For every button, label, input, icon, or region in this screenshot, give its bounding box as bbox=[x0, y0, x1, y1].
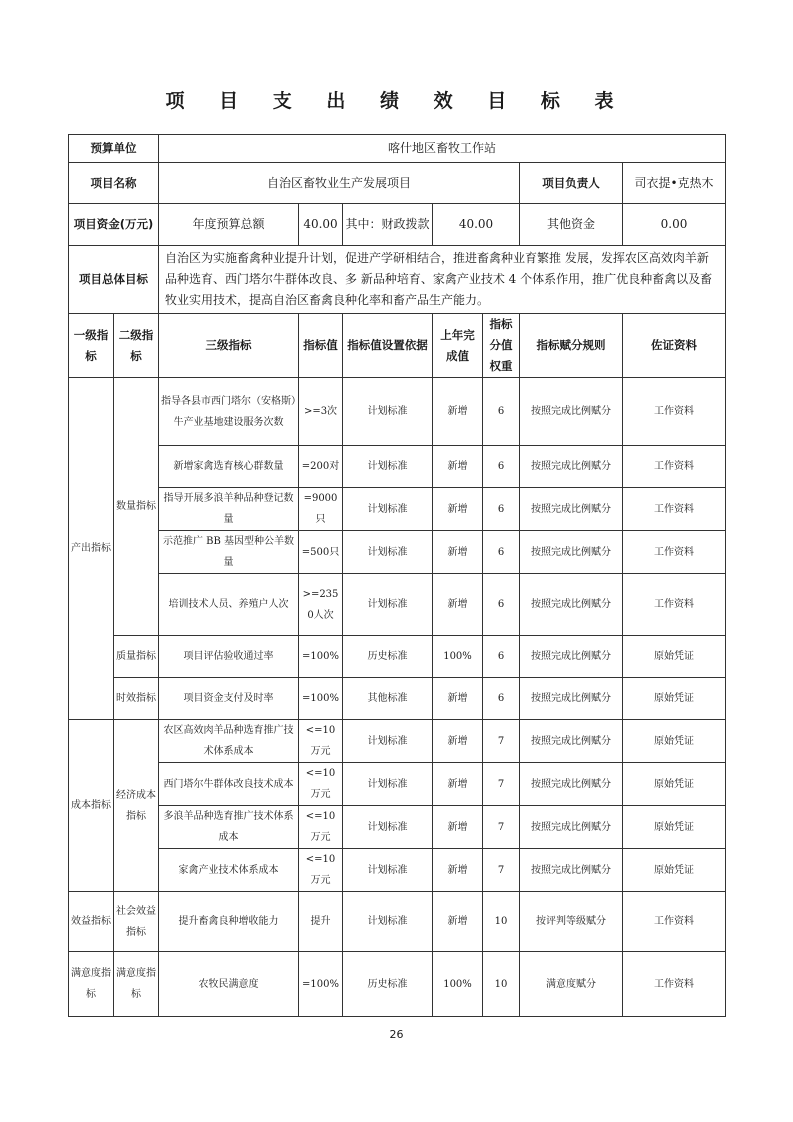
last-year-value: 新增 bbox=[433, 378, 483, 446]
scoring-rule: 按照完成比例赋分 bbox=[520, 446, 623, 488]
col-header-last-year: 上年完成值 bbox=[433, 314, 483, 378]
level2-indicator: 社会效益指标 bbox=[114, 892, 159, 952]
indicator-weight: 6 bbox=[483, 446, 520, 488]
evidence-material: 工作资料 bbox=[623, 531, 726, 574]
indicator-basis: 计划标准 bbox=[343, 892, 433, 952]
indicator-weight: 6 bbox=[483, 678, 520, 720]
indicator-weight: 10 bbox=[483, 952, 520, 1017]
level3-indicator: 培训技术人员、养殖户人次 bbox=[159, 574, 299, 636]
indicator-basis: 计划标准 bbox=[343, 720, 433, 763]
indicator-basis: 历史标准 bbox=[343, 636, 433, 678]
scoring-rule: 按照完成比例赋分 bbox=[520, 849, 623, 892]
indicator-value: >=2350人次 bbox=[299, 574, 343, 636]
indicator-value: =500只 bbox=[299, 531, 343, 574]
indicator-basis: 计划标准 bbox=[343, 378, 433, 446]
col-header-level2: 二级指标 bbox=[114, 314, 159, 378]
table-row bbox=[69, 531, 726, 574]
evidence-material: 原始凭证 bbox=[623, 806, 726, 849]
level1-indicator: 效益指标 bbox=[69, 892, 114, 952]
table-row bbox=[69, 488, 726, 531]
indicator-value: =100% bbox=[299, 636, 343, 678]
indicator-weight: 6 bbox=[483, 531, 520, 574]
evidence-material: 原始凭证 bbox=[623, 720, 726, 763]
indicator-weight: 7 bbox=[483, 849, 520, 892]
indicator-weight: 6 bbox=[483, 488, 520, 531]
annual-budget-value: 40.00 bbox=[299, 204, 343, 246]
evidence-material: 工作资料 bbox=[623, 892, 726, 952]
level3-indicator: 西门塔尔牛群体改良技术成本 bbox=[159, 763, 299, 806]
scoring-rule: 按照完成比例赋分 bbox=[520, 636, 623, 678]
budget-unit-value: 喀什地区畜牧工作站 bbox=[159, 135, 726, 163]
indicator-value: >=3次 bbox=[299, 378, 343, 446]
last-year-value: 新增 bbox=[433, 446, 483, 488]
indicator-weight: 7 bbox=[483, 763, 520, 806]
indicator-basis: 计划标准 bbox=[343, 574, 433, 636]
last-year-value: 100% bbox=[433, 952, 483, 1017]
indicator-weight: 7 bbox=[483, 806, 520, 849]
evidence-material: 工作资料 bbox=[623, 378, 726, 446]
level2-indicator: 时效指标 bbox=[114, 678, 159, 720]
other-value: 0.00 bbox=[623, 204, 726, 246]
level3-indicator: 项目评估验收通过率 bbox=[159, 636, 299, 678]
project-name-value: 自治区畜牧业生产发展项目 bbox=[159, 163, 520, 204]
scoring-rule: 按照完成比例赋分 bbox=[520, 720, 623, 763]
last-year-value: 新增 bbox=[433, 763, 483, 806]
col-header-weight: 指标分值权重 bbox=[483, 314, 520, 378]
page-number: 26 bbox=[389, 1028, 404, 1041]
annual-budget-label: 年度预算总额 bbox=[159, 204, 299, 246]
indicator-weight: 6 bbox=[483, 378, 520, 446]
level3-indicator: 家禽产业技术体系成本 bbox=[159, 849, 299, 892]
col-header-level3: 三级指标 bbox=[159, 314, 299, 378]
indicator-basis: 其他标准 bbox=[343, 678, 433, 720]
evidence-material: 工作资料 bbox=[623, 952, 726, 1017]
table-row bbox=[69, 378, 726, 446]
indicator-value: <=10万元 bbox=[299, 849, 343, 892]
table-row bbox=[69, 892, 726, 952]
evidence-material: 工作资料 bbox=[623, 574, 726, 636]
level3-indicator: 项目资金支付及时率 bbox=[159, 678, 299, 720]
scoring-rule: 按照完成比例赋分 bbox=[520, 488, 623, 531]
level3-indicator: 指导开展多浪羊种品种登记数量 bbox=[159, 488, 299, 531]
level1-indicator: 产出指标 bbox=[69, 378, 114, 720]
level3-indicator: 示范推广 BB 基因型种公羊数量 bbox=[159, 531, 299, 574]
fund-label: 项目资金(万元) bbox=[69, 204, 159, 246]
last-year-value: 新增 bbox=[433, 892, 483, 952]
project-name-label: 项目名称 bbox=[69, 163, 159, 204]
scoring-rule: 按照完成比例赋分 bbox=[520, 574, 623, 636]
fiscal-value: 40.00 bbox=[433, 204, 520, 246]
scoring-rule: 满意度赋分 bbox=[520, 952, 623, 1017]
indicator-value: <=10万元 bbox=[299, 720, 343, 763]
indicator-value: =9000只 bbox=[299, 488, 343, 531]
budget-unit-label: 预算单位 bbox=[69, 135, 159, 163]
table-row bbox=[69, 446, 726, 488]
other-label: 其他资金 bbox=[520, 204, 623, 246]
level3-indicator: 指导各县市西门塔尔（安格斯）牛产业基地建设服务次数 bbox=[159, 378, 299, 446]
table-row bbox=[69, 952, 726, 1017]
table-row bbox=[69, 678, 726, 720]
scoring-rule: 按评判等级赋分 bbox=[520, 892, 623, 952]
col-header-rule: 指标赋分规则 bbox=[520, 314, 623, 378]
indicator-basis: 计划标准 bbox=[343, 849, 433, 892]
col-header-value: 指标值 bbox=[299, 314, 343, 378]
performance-table bbox=[68, 134, 726, 1017]
last-year-value: 新增 bbox=[433, 531, 483, 574]
evidence-material: 工作资料 bbox=[623, 488, 726, 531]
table-row bbox=[69, 636, 726, 678]
goal-label: 项目总体目标 bbox=[69, 246, 159, 314]
last-year-value: 新增 bbox=[433, 806, 483, 849]
scoring-rule: 按照完成比例赋分 bbox=[520, 806, 623, 849]
last-year-value: 新增 bbox=[433, 720, 483, 763]
level3-indicator: 多浪羊品种选育推广技术体系成本 bbox=[159, 806, 299, 849]
indicator-weight: 6 bbox=[483, 574, 520, 636]
table-row bbox=[69, 806, 726, 849]
indicator-basis: 计划标准 bbox=[343, 531, 433, 574]
indicator-value: 提升 bbox=[299, 892, 343, 952]
leader-label: 项目负责人 bbox=[520, 163, 623, 204]
level2-indicator: 满意度指标 bbox=[114, 952, 159, 1017]
last-year-value: 新增 bbox=[433, 488, 483, 531]
col-header-basis: 指标值设置依据 bbox=[343, 314, 433, 378]
indicator-weight: 6 bbox=[483, 636, 520, 678]
table-row bbox=[69, 849, 726, 892]
indicator-weight: 7 bbox=[483, 720, 520, 763]
indicator-basis: 历史标准 bbox=[343, 952, 433, 1017]
col-header-evidence: 佐证资料 bbox=[623, 314, 726, 378]
indicator-weight: 10 bbox=[483, 892, 520, 952]
evidence-material: 原始凭证 bbox=[623, 763, 726, 806]
fiscal-label: 其中：财政拨款 bbox=[343, 204, 433, 246]
level2-indicator: 数量指标 bbox=[114, 378, 159, 636]
goal-text: 自治区为实施畜禽种业提升计划，促进产学研相结合，推进畜禽种业育繁推 发展，发挥农区高效肉羊新品种选育、西门塔尔牛群体改良、多 新品种培育、家禽产业技术 4 个体系作用，推广优良种畜禽以及畜牧业实用技术，提高自治区畜禽良种化率和畜产品生产能力。 bbox=[159, 246, 726, 314]
level3-indicator: 新增家禽选育核心群数量 bbox=[159, 446, 299, 488]
indicator-value: <=10万元 bbox=[299, 763, 343, 806]
page-title: 项 目 支 出 绩 效 目 标 表 bbox=[165, 90, 628, 112]
last-year-value: 100% bbox=[433, 636, 483, 678]
level3-indicator: 提升畜禽良种增收能力 bbox=[159, 892, 299, 952]
scoring-rule: 按照完成比例赋分 bbox=[520, 531, 623, 574]
scoring-rule: 按照完成比例赋分 bbox=[520, 378, 623, 446]
indicator-basis: 计划标准 bbox=[343, 806, 433, 849]
level1-indicator: 成本指标 bbox=[69, 720, 114, 892]
level1-indicator: 满意度指标 bbox=[69, 952, 114, 1017]
indicator-basis: 计划标准 bbox=[343, 488, 433, 531]
indicator-value: =200对 bbox=[299, 446, 343, 488]
last-year-value: 新增 bbox=[433, 849, 483, 892]
last-year-value: 新增 bbox=[433, 678, 483, 720]
level3-indicator: 农区高效肉羊品种选育推广技术体系成本 bbox=[159, 720, 299, 763]
table-row bbox=[69, 720, 726, 763]
level2-indicator: 质量指标 bbox=[114, 636, 159, 678]
col-header-level1: 一级指标 bbox=[69, 314, 114, 378]
table-row bbox=[69, 574, 726, 636]
evidence-material: 工作资料 bbox=[623, 446, 726, 488]
indicator-value: =100% bbox=[299, 678, 343, 720]
scoring-rule: 按照完成比例赋分 bbox=[520, 678, 623, 720]
indicator-value: =100% bbox=[299, 952, 343, 1017]
scoring-rule: 按照完成比例赋分 bbox=[520, 763, 623, 806]
indicator-basis: 计划标准 bbox=[343, 763, 433, 806]
indicator-basis: 计划标准 bbox=[343, 446, 433, 488]
last-year-value: 新增 bbox=[433, 574, 483, 636]
indicator-value: <=10万元 bbox=[299, 806, 343, 849]
level2-indicator: 经济成本指标 bbox=[114, 720, 159, 892]
table-row bbox=[69, 763, 726, 806]
evidence-material: 原始凭证 bbox=[623, 849, 726, 892]
leader-value: 司衣提•克热木 bbox=[623, 163, 726, 204]
evidence-material: 原始凭证 bbox=[623, 636, 726, 678]
evidence-material: 原始凭证 bbox=[623, 678, 726, 720]
level3-indicator: 农牧民满意度 bbox=[159, 952, 299, 1017]
